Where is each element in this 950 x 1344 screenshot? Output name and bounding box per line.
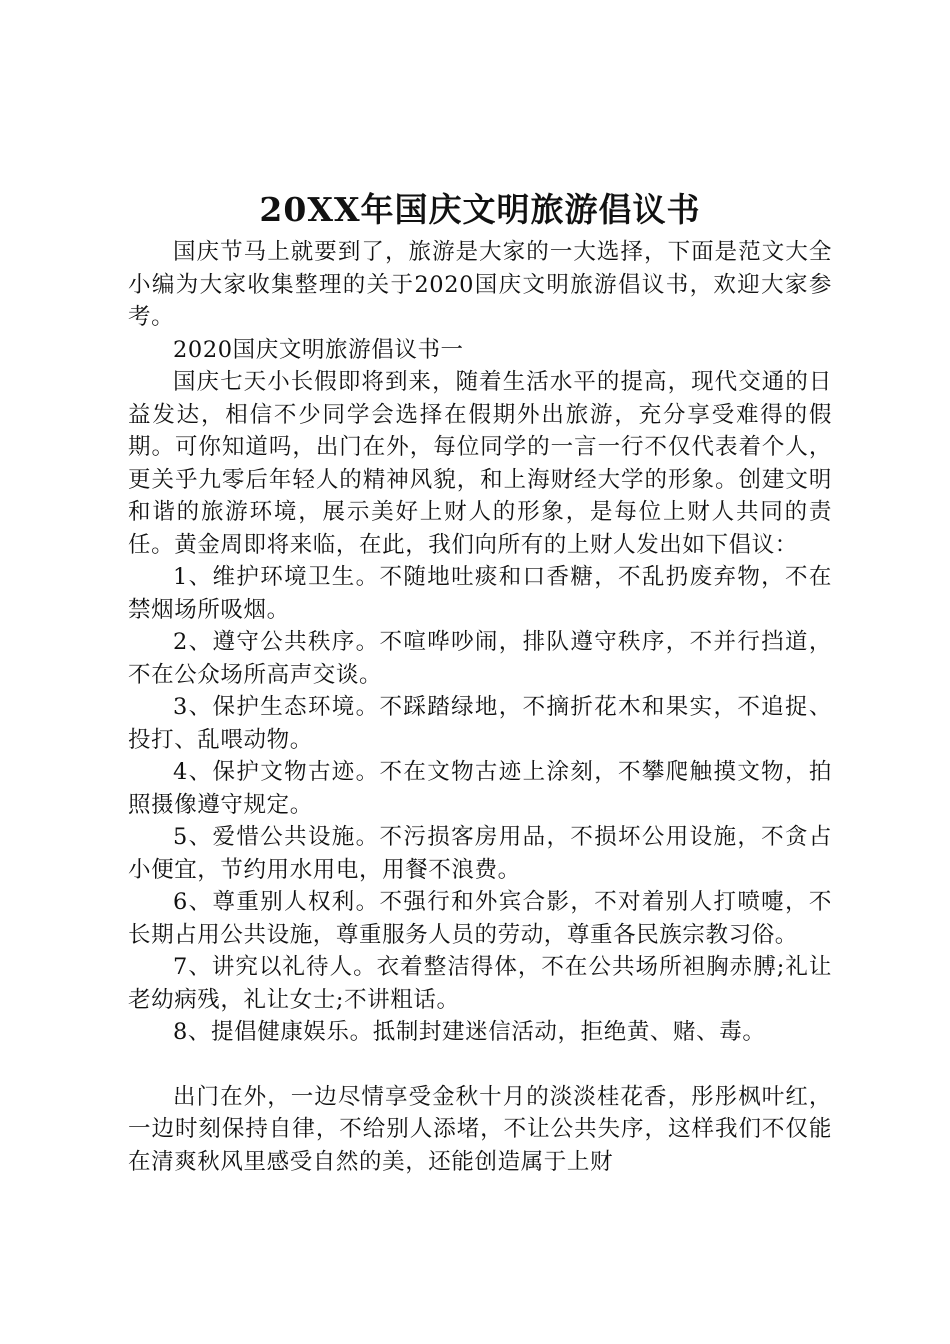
list-item: 7、讲究以礼待人。衣着整洁得体，不在公共场所袒胸赤膊;礼让老幼病残，礼让女士;不讲粗话。 [128, 954, 832, 1013]
list-item: 1、维护环境卫生。不随地吐痰和口香糖，不乱扔废弃物，不在禁烟场所吸烟。 [128, 564, 832, 623]
closing-paragraph: 出门在外，一边尽情享受金秋十月的淡淡桂花香，彤彤枫叶红，一边时刻保持自律，不给别人添堵，不让公共失序，这样我们不仅能在清爽秋风里感受自然的美，还能创造属于上财 [128, 1083, 832, 1175]
list-item: 4、保护文物古迹。不在文物古迹上涂刻，不攀爬触摸文物，拍照摄像遵守规定。 [128, 759, 832, 818]
section-heading: 2020国庆文明旅游倡议书一 [173, 336, 464, 363]
list-item: 6、尊重别人权利。不强行和外宾合影，不对着别人打喷嚏，不长期占用公共设施，尊重服务人员的劳动，尊重各民族宗教习俗。 [128, 889, 832, 948]
blank-line [128, 1049, 832, 1081]
list-item: 8、提倡健康娱乐。抵制封建迷信活动，拒绝黄、赌、毒。 [173, 1019, 766, 1045]
list-item: 5、爱惜公共设施。不污损客房用品，不损坏公用设施，不贪占小便宜，节约用水用电，用餐不浪费。 [128, 824, 832, 883]
document-body [128, 236, 832, 1178]
list-item: 3、保护生态环境。不踩踏绿地，不摘折花木和果实，不追捉、投打、乱喂动物。 [128, 694, 832, 753]
intro-paragraph: 国庆节马上就要到了，旅游是大家的一大选择，下面是范文大全小编为大家收集整理的关于2020国庆文明旅游倡议书，欢迎大家参考。 [128, 239, 832, 330]
list-item: 2、遵守公共秩序。不喧哗吵闹，排队遵守秩序，不并行挡道，不在公众场所高声交谈。 [128, 629, 832, 688]
section-paragraph: 国庆七天小长假即将到来，随着生活水平的提高，现代交通的日益发达，相信不少同学会选择在假期外出旅游，充分享受难得的假期。可你知道吗，出门在外，每位同学的一言一行不仅代表着个人，更关乎九零后年轻人的精神风貌，和上海财经大学的形象。创建文明和谐的旅游环境，展示美好上财人的形象，是每位上财人共同的责任。黄金周即将来临，在此，我们向所有的上财人发出如下倡议： [128, 369, 832, 558]
document-title: 20XX年国庆文明旅游倡议书 [259, 190, 701, 229]
